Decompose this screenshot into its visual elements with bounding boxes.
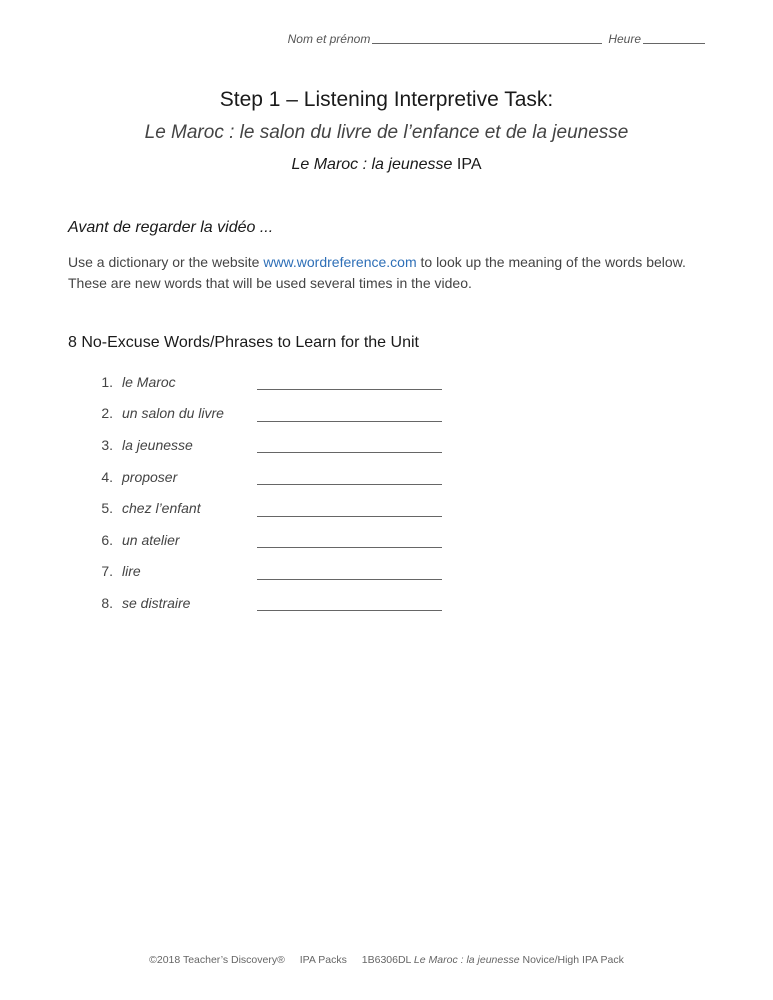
page-subtitle: Le Maroc : le salon du livre de l’enfance et de la jeunesse <box>144 122 629 143</box>
item-number: 6. <box>101 531 113 548</box>
vocab-word: lire <box>122 563 141 580</box>
answer-blank <box>257 375 442 390</box>
vocab-word: la jeunesse <box>122 436 193 453</box>
list-item <box>68 587 442 619</box>
hour-blank <box>643 31 705 44</box>
unit-title-italic: Le Maroc : la jeunesse <box>291 156 453 173</box>
page-footer <box>0 954 773 966</box>
vocab-word: chez l’enfant <box>122 500 201 517</box>
footer-copyright: ©2018 Teacher’s Discovery® <box>149 954 285 966</box>
name-blank <box>372 31 602 44</box>
list-item <box>68 461 442 493</box>
footer-title-italic: Le Maroc : la jeunesse <box>413 954 520 966</box>
instructions-text-start: Use a dictionary or the website <box>68 254 260 270</box>
list-item <box>68 429 442 461</box>
vocab-word: le Maroc <box>122 373 176 390</box>
item-number: 2. <box>101 405 113 422</box>
vocab-list <box>68 366 442 619</box>
answer-blank <box>257 438 442 453</box>
answer-blank <box>257 533 442 548</box>
item-number: 7. <box>101 563 113 580</box>
unit-title <box>0 156 773 174</box>
answer-blank <box>257 407 442 422</box>
name-and-hour-line <box>288 31 705 46</box>
page-title: Step 1 – Listening Interpretive Task: <box>219 88 554 111</box>
vocab-word: proposer <box>122 468 178 485</box>
answer-blank <box>257 502 442 517</box>
unit-title-suffix: IPA <box>456 156 482 173</box>
list-item <box>68 398 442 430</box>
answer-blank <box>257 470 442 485</box>
name-label: Nom et prénom <box>287 32 371 46</box>
footer-suffix: Novice/High IPA Pack <box>522 954 624 966</box>
vocab-heading: 8 No-Excuse Words/Phrases to Learn for the Unit <box>68 334 419 351</box>
item-number: 8. <box>101 594 113 611</box>
footer-code: 1B6306DL <box>361 954 411 966</box>
list-item <box>68 492 442 524</box>
wordreference-link[interactable]: www.wordreference.com <box>263 254 417 270</box>
answer-blank <box>257 565 442 580</box>
footer-product <box>362 954 624 966</box>
instructions-text-end: to look up the meaning of the words below. These are new words that will be used several times in the video. <box>68 254 686 291</box>
vocab-word: un salon du livre <box>122 405 224 422</box>
item-number: 5. <box>101 500 113 517</box>
hour-label: Heure <box>608 32 641 46</box>
before-video-heading: Avant de regarder la vidéo ... <box>68 219 274 236</box>
footer-packs: IPA Packs <box>299 954 347 966</box>
vocab-word: un atelier <box>122 531 180 548</box>
vocab-word: se distraire <box>122 594 191 611</box>
item-number: 3. <box>101 436 113 453</box>
list-item <box>68 524 442 556</box>
item-number: 4. <box>101 468 113 485</box>
list-item <box>68 366 442 398</box>
answer-blank <box>257 596 442 611</box>
item-number: 1. <box>101 373 113 390</box>
list-item <box>68 556 442 588</box>
instructions-paragraph <box>68 252 688 294</box>
